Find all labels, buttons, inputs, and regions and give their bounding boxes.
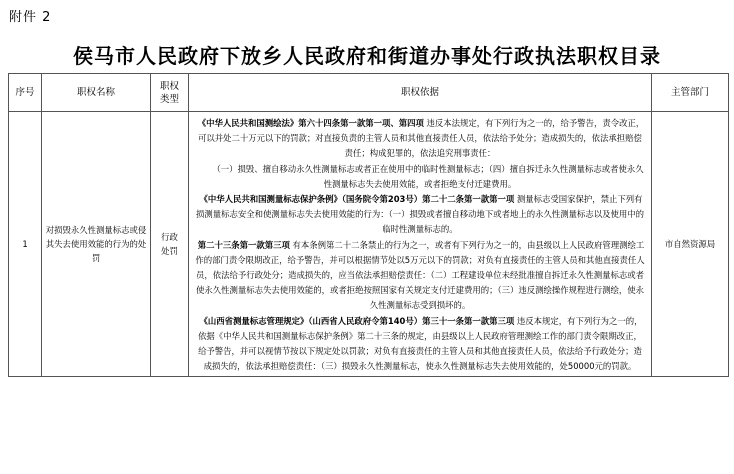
basis-paragraph — [195, 238, 645, 314]
basis-text: 违反本规定，有下列行为之一的，依据《中华人民共和国测量标志保护条例》第二十三条的规定，由县级以上人民政府管理测绘工作的部门责令限期改正，给予警告，并可以视情节按以下规定处以罚款；对负有直接责任的主管人员和其他直接责任人员，依法给予行政处分；造成损失的，依法承担赔偿责任：（三）损毁永久性测量标志，使永久性测量标志失去使用效能的，处50000元的罚款。 — [198, 315, 643, 372]
col-header-type-label: 职权 类型 — [159, 80, 179, 105]
row-authority-name: 对损毁永久性测量标志或侵其失去使用效能的行为的处罚 — [42, 112, 151, 377]
attachment-label: 附件 2 — [9, 10, 52, 25]
basis-text: （一）损毁、擅自移动永久性测量标志或者正在使用中的临时性测量标志；（四）擅自拆迁永久性测量标志或者使永久性测量标志失去使用效能，或者拒绝支付迁建费用。 — [212, 163, 644, 189]
row-legal-basis — [189, 112, 652, 377]
row-department: 市自然资源局 — [652, 112, 729, 377]
table-row — [9, 112, 729, 377]
basis-paragraph — [195, 116, 645, 162]
row-index: 1 — [9, 112, 42, 377]
col-header-name: 职权名称 — [42, 74, 151, 112]
basis-text: 违反本法规定，有下列行为之一的，给予警告，责令改正，可以并处二十万元以下的罚款；对直接负责的主管人员和其他直接责任人员，依法给予处分；造成损失的，依法承担赔偿责任；构成犯罪的，依法追究刑事责任： — [198, 118, 645, 159]
basis-paragraph — [195, 314, 645, 375]
basis-article-reference: 第二十三条第一款第三项 — [197, 239, 290, 250]
row-authority-type-label: 行政 处罚 — [161, 232, 178, 257]
basis-paragraph — [195, 192, 645, 238]
table-header-row — [9, 74, 729, 112]
row-authority-type — [151, 112, 189, 377]
col-header-basis: 职权依据 — [189, 74, 652, 112]
basis-paragraph — [195, 162, 645, 192]
col-header-type — [151, 74, 189, 112]
basis-article-reference: 《中华人民共和国测量标志保护条例》（国务院令第203号）第二十二条第一款第一项 — [199, 194, 515, 205]
basis-text: 有本条例第二十二条禁止的行为之一，或者有下列行为之一的，由县级以上人民政府管理测绘工作的部门责令限期改正，给予警告，并可以根据情节处以5万元以下的罚款；对负有直接责任的主管人员和其他直接责任人员，依法给予行政处分；造成损失的，应当依法承担赔偿责任：（二）工程建设单位未经批准擅自拆迁永久性测量标志或者使永久性测量标志失去使用效能的，或者拒绝按照国家有关规定支付迁建费用的；（三）违反测绘操作规程进行测绘，使永久性测量标志受到损坏的。 — [195, 239, 645, 311]
basis-article-reference: 《中华人民共和国测绘法》第六十四条第一款第一项、第四项 — [197, 118, 424, 128]
authority-table — [8, 73, 729, 377]
page-title: 侯马市人民政府下放乡人民政府和街道办事处行政执法职权目录 — [73, 44, 661, 68]
col-header-department: 主管部门 — [652, 74, 729, 112]
col-header-index: 序号 — [9, 74, 42, 112]
basis-article-reference: 《山西省测量标志管理规定》（山西省人民政府令第140号）第三十一条第一款第三项 — [199, 315, 515, 326]
basis-text: 测量标志受国家保护，禁止下列有损测量标志安全和使测量标志失去使用效能的行为：（一）损毁或者擅自移动地下或者地上的永久性测量标志以及使用中的临时性测量标志的。 — [195, 194, 645, 235]
